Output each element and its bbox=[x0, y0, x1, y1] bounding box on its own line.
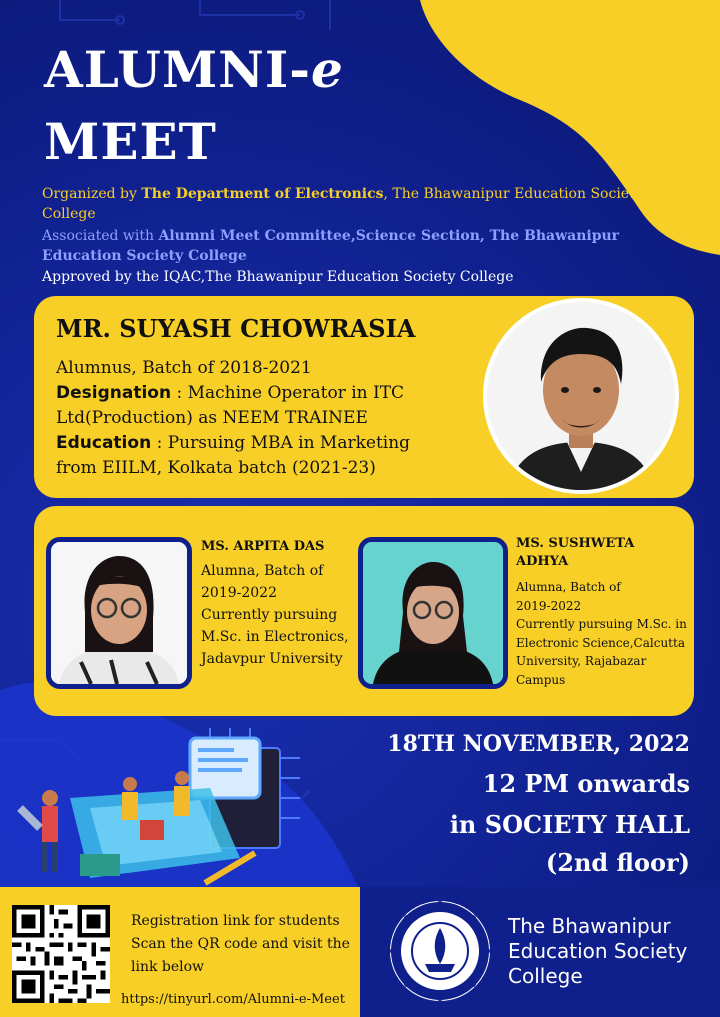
speaker2-details bbox=[201, 560, 349, 670]
event-time: 12 PM onwards bbox=[482, 769, 690, 798]
title-italic-e: e bbox=[311, 40, 344, 99]
speaker3-name-line1: MS. SUSHWETA bbox=[516, 536, 635, 551]
speaker3-line: Electronic Science,Calcutta bbox=[516, 635, 685, 650]
organized-by: Organized by The Department of Electronics, The Bhawanipur Education Society College bbox=[42, 186, 643, 222]
main-speaker-batch: Alumnus, Batch of 2018-2021 bbox=[56, 358, 312, 378]
speaker3-name bbox=[516, 535, 634, 571]
event-date: 18TH NOVEMBER, 2022 bbox=[387, 731, 690, 757]
registration-link[interactable]: https://tinyurl.com/Alumni-e-Meet bbox=[121, 992, 345, 1007]
event-venue: in SOCIETY HALL bbox=[449, 810, 690, 839]
main-speaker-details bbox=[56, 356, 426, 481]
registration-line3: link below bbox=[131, 959, 205, 975]
page-title-line1: ALUMNI-e bbox=[44, 40, 344, 99]
college-name-line3: College bbox=[508, 964, 583, 988]
speaker3-details bbox=[516, 578, 687, 689]
speaker3-line: Currently pursuing M.Sc. in bbox=[516, 617, 687, 631]
event-floor: (2nd floor) bbox=[545, 848, 690, 877]
speaker3-line: Campus bbox=[516, 672, 566, 687]
registration-line1: Registration link for students bbox=[131, 913, 340, 929]
speaker3-photo bbox=[358, 537, 508, 689]
speaker3-line: Alumna, Batch of bbox=[516, 580, 621, 594]
speaker3-name-line2: ADHYA bbox=[516, 554, 569, 569]
speaker2-line: 2019-2022 bbox=[201, 585, 277, 601]
college-logo-icon bbox=[387, 898, 493, 1004]
speaker2-photo bbox=[46, 537, 192, 689]
qr-code-icon[interactable] bbox=[12, 905, 110, 1003]
speaker3-line: 2019-2022 bbox=[516, 598, 582, 613]
main-speaker-designation: Designation : Machine Operator in ITC Ltd(Production) as NEEM TRAINEE bbox=[56, 383, 405, 428]
college-name bbox=[508, 914, 708, 989]
circuit-illustration bbox=[10, 728, 300, 888]
speaker2-line: Jadavpur University bbox=[201, 651, 343, 667]
speaker2-line: Currently pursuing bbox=[201, 607, 338, 623]
speaker2-line: Alumna, Batch of bbox=[201, 563, 324, 579]
main-speaker-name: MR. SUYASH CHOWRASIA bbox=[56, 314, 416, 343]
speaker3-portrait bbox=[363, 542, 503, 684]
speaker2-name: MS. ARPITA DAS bbox=[201, 539, 325, 554]
speaker2-line: M.Sc. in Electronics, bbox=[201, 629, 349, 645]
college-name-line1: The Bhawanipur bbox=[508, 914, 671, 938]
page-title-line2: MEET bbox=[44, 112, 217, 171]
associated-with: Associated with Alumni Meet Committee,Science Section, The Bhawanipur Education Society College bbox=[42, 228, 620, 264]
registration-line2: Scan the QR code and visit the bbox=[131, 936, 350, 952]
college-name-line2: Education Society bbox=[508, 939, 688, 963]
speaker2-portrait bbox=[51, 542, 187, 684]
main-speaker-photo bbox=[483, 298, 679, 494]
speaker3-line: University, Rajabazar bbox=[516, 654, 647, 668]
approved-by: Approved by the IQAC,The Bhawanipur Education Society College bbox=[42, 269, 514, 285]
main-speaker-education: Education : Pursuing MBA in Marketing from EIILM, Kolkata batch (2021-23) bbox=[56, 433, 411, 478]
main-speaker-portrait bbox=[487, 302, 675, 490]
